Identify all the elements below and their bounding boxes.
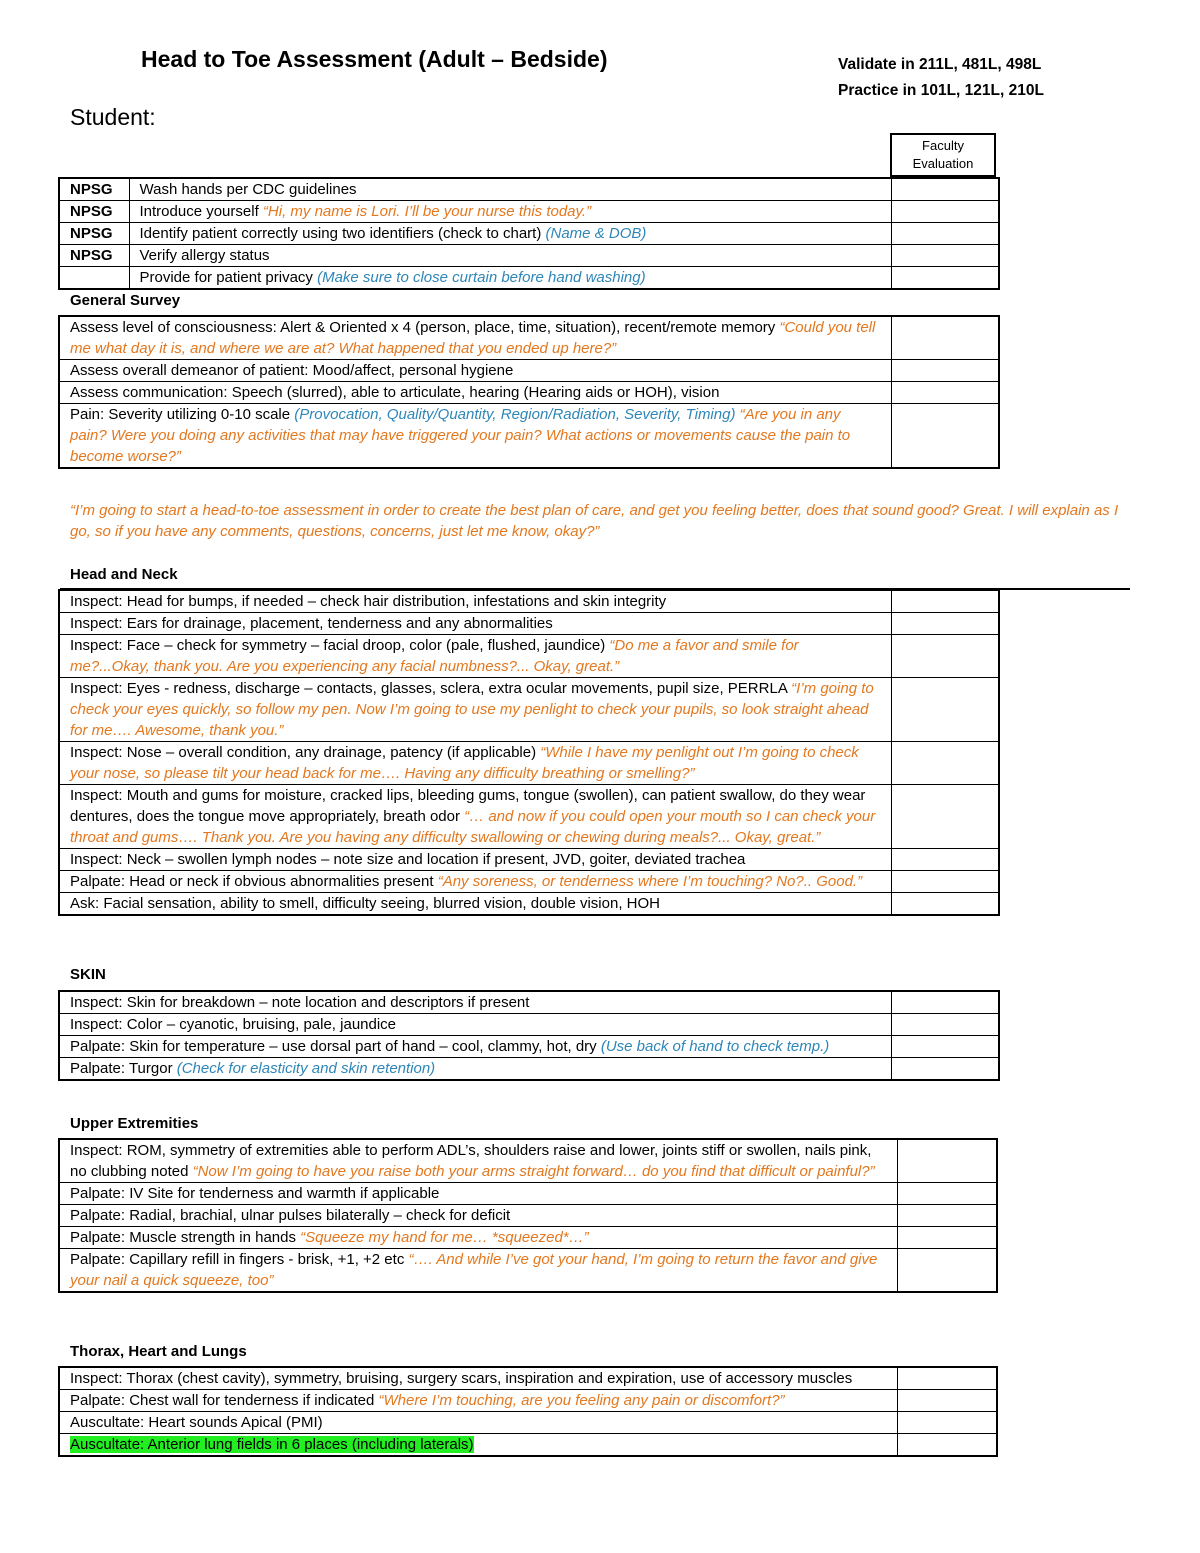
item-text: Assess overall demeanor of patient: Mood/affect, personal hygiene (70, 362, 514, 379)
item-text: Palpate: Head or neck if obvious abnormalities present (70, 873, 438, 890)
item-note: (Make sure to close curtain before hand washing) (317, 269, 646, 286)
table-row (59, 893, 999, 916)
item-script-quote: “Could you tell me what day it is, and where we are at? What happened that you ended up here?” (70, 319, 876, 357)
item-content (70, 1436, 474, 1453)
item-text: Wash hands per CDC guidelines (139, 181, 357, 198)
item-script-quote: “…. And while I’ve got your hand, I’m going to return the favor and give your nail a quick squeeze, too” (70, 1251, 878, 1289)
table-row (59, 991, 999, 1014)
item-script-quote: “Do me a favor and smile for me?...Okay, thank you. Are you experiencing any facial numbness?... Okay, great.” (70, 637, 799, 675)
faculty-evaluation-cell[interactable] (891, 245, 999, 267)
validate-courses: Validate in 211L, 481L, 498L (838, 56, 1042, 73)
item-script-quote: “Where I’m touching, are you feeling any pain or discomfort?” (378, 1392, 785, 1409)
item-cell (59, 1434, 897, 1457)
item-note: (Use back of hand to check temp.) (600, 1038, 830, 1055)
table-row (59, 1014, 999, 1036)
item-cell (59, 849, 891, 871)
npsg-tag: NPSG (59, 201, 129, 223)
item-cell (59, 893, 891, 916)
table-row (59, 1183, 997, 1205)
item-text: Identify patient correctly using two identifiers (check to chart) (139, 225, 546, 242)
item-cell (59, 635, 891, 678)
item-text: Palpate: Skin for temperature – use dorsal part of hand – cool, clammy, hot, dry (70, 1038, 601, 1055)
item-content (70, 319, 875, 357)
item-content (70, 1414, 323, 1431)
item-cell (59, 1036, 891, 1058)
item-text: Inspect: Eyes - redness, discharge – contacts, glasses, sclera, extra ocular movements, pupil size, PERRLA (70, 680, 792, 697)
item-cell (59, 360, 891, 382)
item-cell (59, 1390, 897, 1412)
table-row (59, 267, 999, 290)
item-content (70, 851, 745, 868)
faculty-evaluation-cell[interactable] (897, 1412, 997, 1434)
item-script-quote: “Hi, my name is Lori. I’ll be your nurse this today.” (262, 203, 592, 220)
table-row (59, 871, 999, 893)
item-text: Inspect: Nose – overall condition, any drainage, patency (if applicable) (70, 744, 541, 761)
faculty-evaluation-cell[interactable] (891, 635, 999, 678)
table-row (59, 1412, 997, 1434)
item-content (140, 269, 646, 286)
table-row (59, 849, 999, 871)
item-text: Auscultate: Heart sounds Apical (PMI) (70, 1414, 323, 1431)
page-title: Head to Toe Assessment (Adult – Bedside) (141, 46, 608, 72)
item-content (70, 895, 660, 912)
item-text: Inspect: Mouth and gums for moisture, cracked lips, bleeding gums, tongue (swollen), can patient swallow, do they wear dentures, does the tongue move appropriately, breath odor (70, 787, 866, 825)
faculty-evaluation-cell[interactable] (891, 678, 999, 742)
faculty-evaluation-cell[interactable] (891, 871, 999, 893)
item-content (70, 994, 529, 1011)
item-content (70, 637, 799, 675)
item-text: Inspect: Skin for breakdown – note location and descriptors if present (70, 994, 530, 1011)
item-cell (59, 316, 891, 360)
table-row (59, 1434, 997, 1457)
item-content (70, 1038, 829, 1055)
item-cell (59, 871, 891, 893)
item-text: Palpate: Radial, brachial, ulnar pulses bilaterally – check for deficit (70, 1207, 511, 1224)
item-script-quote: “Any soreness, or tenderness where I’m touching? No?.. Good.” (437, 873, 863, 890)
table-row (59, 360, 999, 382)
item-script-quote: “Squeeze my hand for me… *squeezed*…” (300, 1229, 589, 1246)
upper-extremities-label: Upper Extremities (70, 1115, 199, 1132)
item-cell (59, 1205, 897, 1227)
npsg-tag (59, 267, 129, 290)
item-content (70, 680, 874, 739)
head-neck-table (58, 589, 1000, 916)
item-content (70, 406, 850, 465)
table-row (59, 1205, 997, 1227)
table-row (59, 635, 999, 678)
table-row (59, 1139, 997, 1183)
item-text: Inspect: Color – cyanotic, bruising, pale, jaundice (70, 1016, 397, 1033)
item-content (70, 1060, 435, 1077)
item-text: Verify allergy status (139, 247, 270, 264)
item-cell (59, 1227, 897, 1249)
item-script-quote: “Are you in any pain? Were you doing any activities that may have triggered your pain? What actions or movements cause the pain to become worse?” (70, 406, 851, 465)
item-content (70, 1185, 439, 1202)
item-text: Inspect: Face – check for symmetry – facial droop, color (pale, flushed, jaundice) (70, 637, 610, 654)
item-cell (59, 1249, 897, 1293)
skin-table (58, 990, 1000, 1081)
item-cell (59, 1183, 897, 1205)
item-cell (129, 245, 891, 267)
faculty-evaluation-cell[interactable] (891, 849, 999, 871)
item-text: Inspect: ROM, symmetry of extremities able to perform ADL’s, shoulders raise and lower, joints stiff or swollen, nails pink, no clubbing noted (70, 1142, 872, 1180)
skin-label: SKIN (70, 966, 106, 983)
item-cell (59, 1367, 897, 1390)
item-cell (59, 1014, 891, 1036)
item-text: Auscultate: Anterior lung fields in 6 places (including laterals) (70, 1436, 474, 1453)
item-content (70, 1392, 785, 1409)
faculty-evaluation-cell[interactable] (897, 1205, 997, 1227)
faculty-evaluation-cell[interactable] (891, 613, 999, 635)
faculty-evaluation-cell[interactable] (891, 360, 999, 382)
item-text: Palpate: Chest wall for tenderness if indicated (70, 1392, 379, 1409)
item-content (70, 873, 862, 890)
faculty-evaluation-cell[interactable] (891, 178, 999, 201)
item-note: (Provocation, Quality/Quantity, Region/Radiation, Severity, Timing) (294, 406, 740, 423)
faculty-evaluation-cell[interactable] (891, 590, 999, 613)
table-row (59, 382, 999, 404)
table-row (59, 404, 999, 469)
npsg-tag: NPSG (59, 178, 129, 201)
item-cell (59, 742, 891, 785)
item-content (70, 787, 875, 846)
item-cell (59, 1139, 897, 1183)
table-row (59, 316, 999, 360)
item-content (70, 362, 513, 379)
item-content (140, 181, 357, 198)
student-label: Student: (70, 104, 156, 130)
practice-courses: Practice in 101L, 121L, 210L (838, 82, 1044, 99)
faculty-evaluation-header: Faculty Evaluation (890, 133, 996, 177)
item-text: Inspect: Ears for drainage, placement, tenderness and any abnormalities (70, 615, 553, 632)
item-cell (59, 678, 891, 742)
item-content (70, 1370, 852, 1387)
item-content (140, 247, 270, 264)
item-cell (129, 223, 891, 245)
item-text: Palpate: Turgor (70, 1060, 177, 1077)
faculty-evaluation-cell[interactable] (891, 201, 999, 223)
item-text: Pain: Severity utilizing 0-10 scale (70, 406, 295, 423)
item-text: Palpate: Capillary refill in fingers - brisk, +1, +2 etc (70, 1251, 409, 1268)
item-text: Introduce yourself (139, 203, 263, 220)
item-cell (59, 1058, 891, 1081)
faculty-evaluation-cell[interactable] (897, 1227, 997, 1249)
item-text: Inspect: Head for bumps, if needed – check hair distribution, infestations and skin integrity (70, 593, 667, 610)
intro-quote: “I’m going to start a head-to-toe assessment in order to create the best plan of care, and get you feeling better, does that sound good? Great. I will explain as I go, so if you have any comments, questions, concerns, just let me know, okay?” (70, 502, 1119, 540)
item-content (70, 744, 859, 782)
item-text: Palpate: IV Site for tenderness and warmth if applicable (70, 1185, 440, 1202)
upper-extremities-table (58, 1138, 998, 1293)
item-note: (Name & DOB) (545, 225, 647, 242)
thorax-label: Thorax, Heart and Lungs (70, 1343, 247, 1360)
faculty-evaluation-cell[interactable] (891, 893, 999, 916)
faculty-evaluation-cell[interactable] (891, 382, 999, 404)
table-row (59, 590, 999, 613)
item-cell (129, 267, 891, 290)
head-neck-label: Head and Neck (70, 566, 178, 583)
item-cell (59, 382, 891, 404)
npsg-table (58, 177, 1000, 290)
faculty-evaluation-cell[interactable] (891, 1058, 999, 1081)
faculty-evaluation-cell[interactable] (891, 1014, 999, 1036)
faculty-evaluation-cell[interactable] (891, 1036, 999, 1058)
general-survey-label: General Survey (70, 292, 181, 309)
course-info (838, 52, 1044, 104)
item-cell (59, 991, 891, 1014)
table-row (59, 1390, 997, 1412)
faculty-evaluation-cell[interactable] (891, 267, 999, 290)
item-content (70, 1229, 589, 1246)
item-note: (Check for elasticity and skin retention) (176, 1060, 436, 1077)
table-row (59, 1367, 997, 1390)
item-content (70, 1251, 877, 1289)
item-text: Ask: Facial sensation, ability to smell, difficulty seeing, blurred vision, double vision, HOH (70, 895, 660, 912)
table-row (59, 245, 999, 267)
faculty-evaluation-cell[interactable] (897, 1249, 997, 1293)
item-content (70, 593, 666, 610)
item-script-quote: “I’m going to check your eyes quickly, so follow my pen. Now I’m going to use my penlight to check your pupils, so look straight ahead for me…. Awesome, thank you.” (70, 680, 874, 739)
item-cell (129, 178, 891, 201)
item-text: Provide for patient privacy (139, 269, 318, 286)
table-row (59, 785, 999, 849)
item-cell (59, 785, 891, 849)
item-content (70, 615, 553, 632)
npsg-tag: NPSG (59, 223, 129, 245)
faculty-evaluation-cell[interactable] (891, 316, 999, 360)
table-row (59, 223, 999, 245)
item-content (140, 225, 647, 242)
item-content (140, 203, 592, 220)
item-cell (59, 613, 891, 635)
table-row (59, 613, 999, 635)
general-survey-table (58, 315, 1000, 469)
item-text: Assess level of consciousness: Alert & Oriented x 4 (person, place, time, situation), recent/remote memory (70, 319, 780, 336)
item-cell (59, 404, 891, 469)
table-row (59, 201, 999, 223)
thorax-table (58, 1366, 998, 1457)
item-script-quote: “… and now if you could open your mouth so I can check your throat and gums…. Thank you. Are you having any difficulty swallowing or chewing during meals?... Okay, great.” (70, 808, 876, 846)
table-row (59, 1227, 997, 1249)
faculty-evaluation-cell[interactable] (891, 785, 999, 849)
item-content (70, 384, 719, 401)
faculty-evaluation-cell[interactable] (891, 742, 999, 785)
table-row (59, 178, 999, 201)
faculty-evaluation-cell[interactable] (897, 1390, 997, 1412)
faculty-evaluation-cell[interactable] (897, 1367, 997, 1390)
item-text: Palpate: Muscle strength in hands (70, 1229, 301, 1246)
npsg-tag: NPSG (59, 245, 129, 267)
item-content (70, 1142, 875, 1180)
table-row (59, 1036, 999, 1058)
item-content (70, 1016, 396, 1033)
item-script-quote: “While I have my penlight out I’m going to check your nose, so please tilt your head back for me…. Having any difficulty breathing or smelling?” (70, 744, 859, 782)
item-cell (59, 1412, 897, 1434)
item-text: Assess communication: Speech (slurred), able to articulate, hearing (Hearing aids or HOH), vision (70, 384, 720, 401)
item-content (70, 1207, 510, 1224)
table-row (59, 1249, 997, 1293)
item-text: Inspect: Neck – swollen lymph nodes – note size and location if present, JVD, goiter, deviated trachea (70, 851, 746, 868)
table-row (59, 678, 999, 742)
item-cell (129, 201, 891, 223)
table-row (59, 1058, 999, 1081)
faculty-evaluation-cell[interactable] (897, 1183, 997, 1205)
item-script-quote: “Now I’m going to have you raise both your arms straight forward… do you find that difficult or painful?” (192, 1163, 875, 1180)
item-text: Inspect: Thorax (chest cavity), symmetry, bruising, surgery scars, inspiration and expiration, use of accessory muscles (70, 1370, 853, 1387)
item-cell (59, 590, 891, 613)
faculty-evaluation-cell[interactable] (891, 223, 999, 245)
faculty-evaluation-cell[interactable] (897, 1434, 997, 1457)
faculty-evaluation-cell[interactable] (897, 1139, 997, 1183)
faculty-evaluation-cell[interactable] (891, 404, 999, 469)
table-row (59, 742, 999, 785)
faculty-evaluation-cell[interactable] (891, 991, 999, 1014)
